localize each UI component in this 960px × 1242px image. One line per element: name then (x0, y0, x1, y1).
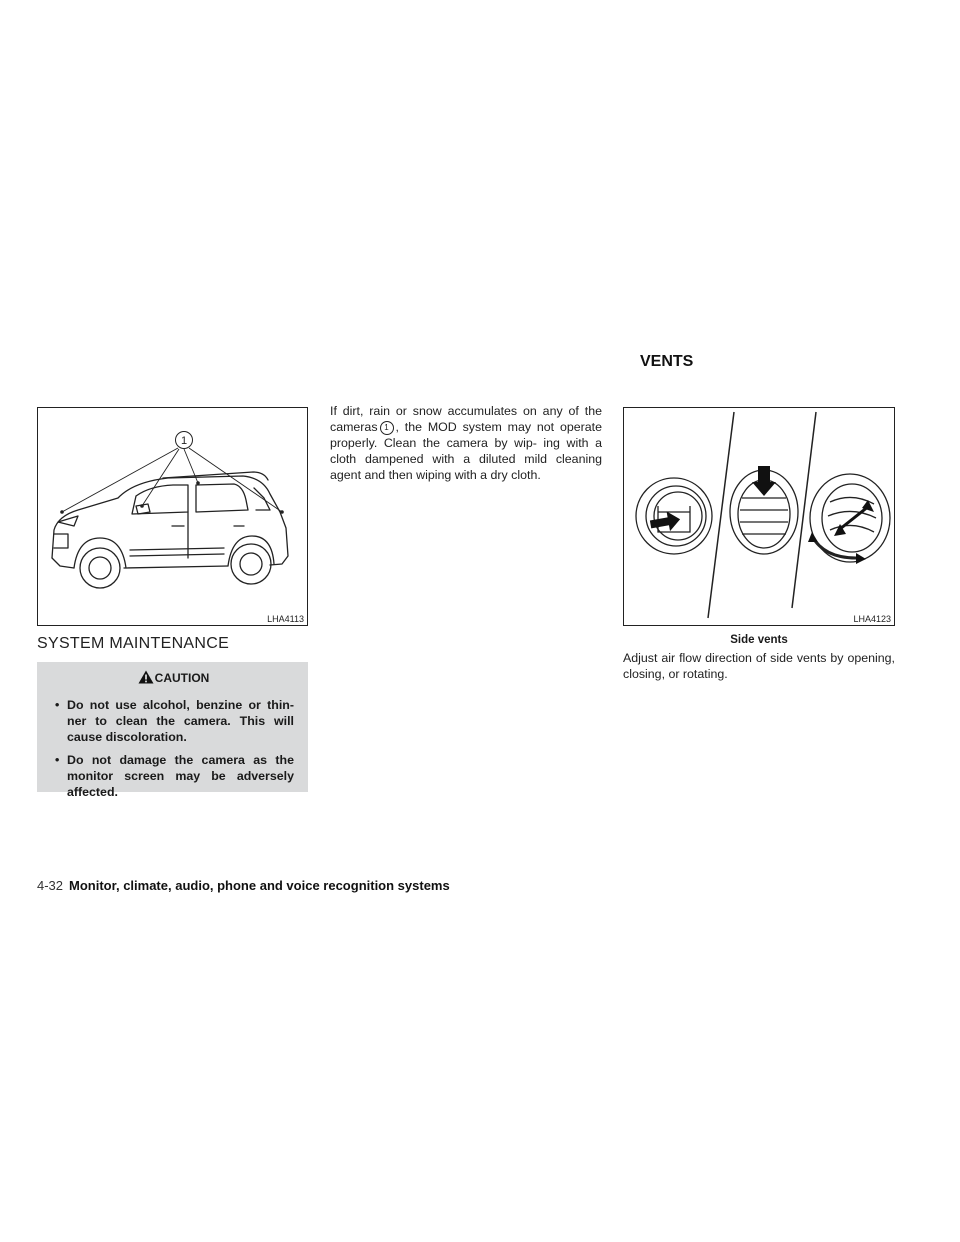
camera-cleaning-paragraph (330, 403, 602, 483)
section-heading-system-maintenance: SYSTEM MAINTENANCE (37, 635, 230, 652)
callout-number: 1 (180, 435, 188, 447)
caution-label: CAUTION (154, 671, 210, 685)
caution-item: • Do not use alcohol, benzine or thin- ner to clean the camera. This will cause discoloration. (53, 697, 294, 745)
figure-caption: Side vents (730, 634, 788, 646)
page-number: 4-32 (37, 878, 64, 893)
callout-marker: 1 (380, 421, 394, 435)
warning-icon (138, 670, 154, 684)
page-footer (37, 878, 450, 893)
paragraph-text-part1: If dirt, rain or snow accumulates on any of the cameras (330, 404, 602, 434)
car-illustration (38, 408, 307, 625)
caution-list (53, 697, 294, 800)
caution-item: • Do not damage the camera as the monitor screen may be adversely affected. (53, 752, 294, 800)
figure-code: LHA4113 (267, 614, 304, 624)
caution-header (53, 670, 294, 685)
paragraph-text-part2: , the MOD system may not operate properly. Clean the camera by wip- ing with a cloth dampened with a diluted mild cleaning agent and then wiping with a dry cloth. (330, 420, 602, 482)
caution-box (37, 662, 308, 799)
side-vents-figure (623, 407, 895, 626)
car-camera-figure (37, 407, 308, 626)
figure-code: LHA4123 (853, 614, 891, 624)
chapter-title: Monitor, climate, audio, phone and voice recognition systems (69, 878, 450, 893)
vents-paragraph: Adjust air flow direction of side vents by opening, closing, or rotating. (623, 651, 895, 681)
section-heading-vents: VENTS (640, 353, 694, 370)
vents-illustration (624, 408, 894, 625)
